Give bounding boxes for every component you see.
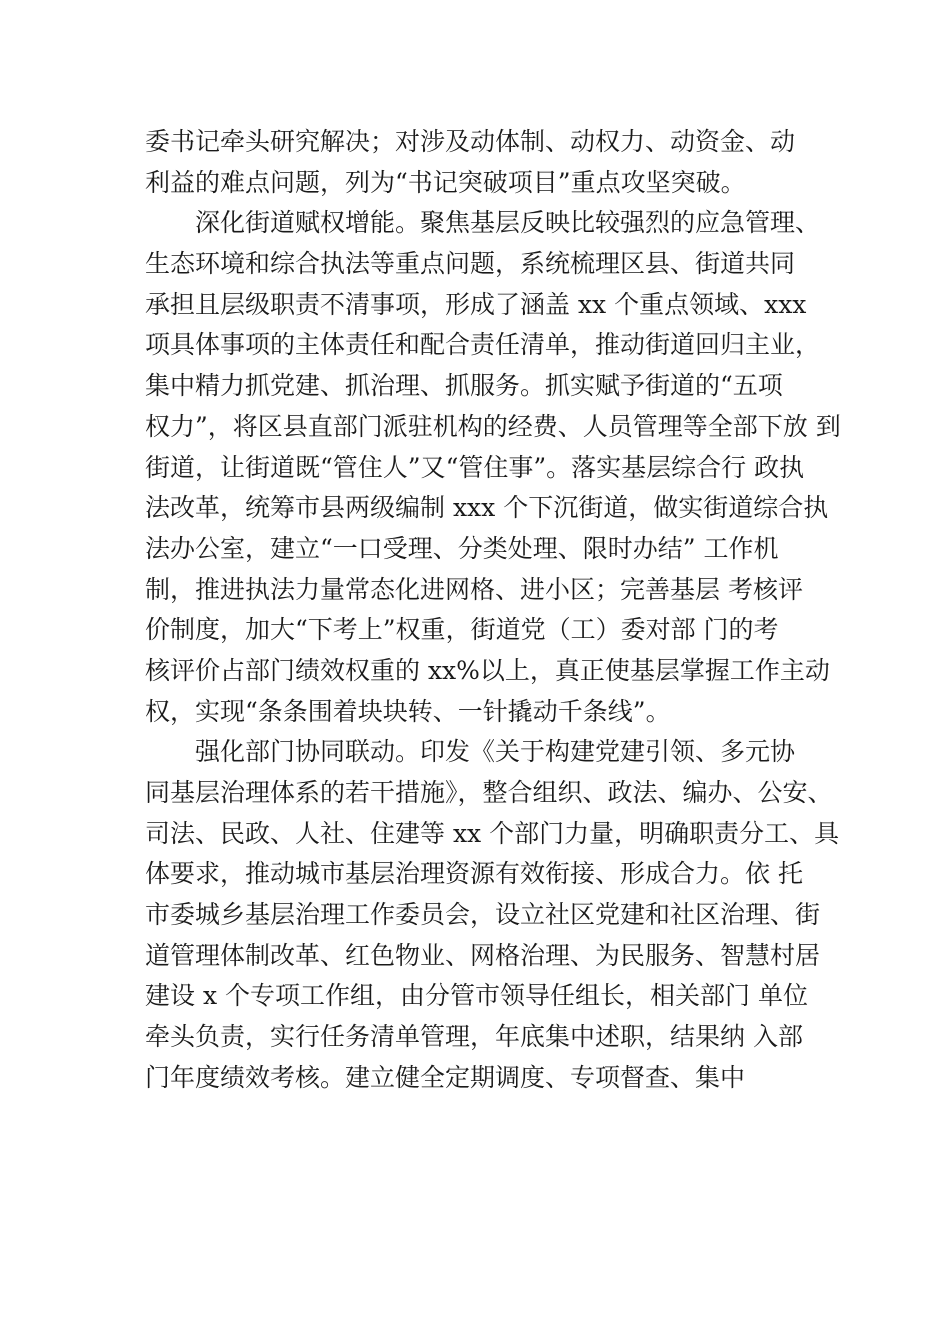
text-line: 集中精力抓党建、抓治理、抓服务。抓实赋予街道的“五项	[145, 371, 783, 401]
text-line: 核评价占部门绩效权重的 xx%以上，真正使基层掌握工作主动	[145, 655, 830, 685]
text-line: 价制度，加大“下考上”权重，街道党（工）委对部 门的考	[145, 615, 779, 645]
body-text	[145, 122, 841, 1099]
text-line: 街道，让街道既“管住人”又“管住事”。落实基层综合行 政执	[145, 452, 805, 482]
text-line: 法改革，统筹市县两级编制 xxx 个下沉街道，做实街道综合执	[145, 493, 829, 523]
paragraph-first-line: 强化部门协同联动。印发《关于构建党建引领、多元协	[195, 737, 796, 767]
text-line: 委书记牵头研究解决；对涉及动体制、动权力、动资金、动	[145, 127, 796, 156]
text-line: 利益的难点问题，列为“书记突破项目”重点攻坚突破。	[145, 167, 746, 197]
text-line: 体要求，推动城市基层治理资源有效衔接、形成合力。依 托	[145, 859, 803, 889]
text-line: 建设 x 个专项工作组，由分管市领导任组长，相关部门 单位	[145, 981, 808, 1011]
text-line: 项具体事项的主体责任和配合责任清单，推动街道回归主业，	[145, 330, 821, 360]
text-line: 权，实现“条条围着块块转、一针撬动千条线”。	[145, 696, 671, 726]
text-line: 承担且层级职责不清事项，形成了涵盖 xx 个重点领域、xxx	[145, 289, 807, 319]
text-line: 制，推进执法力量常态化进网格、进小区；完善基层 考核评	[145, 574, 803, 604]
text-line: 市委城乡基层治理工作委员会，设立社区党建和社区治理、街	[145, 900, 821, 930]
text-line: 生态环境和综合执法等重点问题，系统梳理区县、街道共同	[145, 249, 796, 279]
text-line: 道管理体制改革、红色物业、网格治理、为民服务、智慧村居	[145, 940, 821, 970]
text-line: 权力”，将区县直部门派驻机构的经费、人员管理等全部下放 到	[145, 411, 841, 441]
text-line: 司法、民政、人社、住建等 xx 个部门力量，明确职责分工、具	[145, 818, 840, 848]
text-line: 门年度绩效考核。建立健全定期调度、专项督查、集中	[145, 1062, 746, 1092]
paragraph-first-line: 深化街道赋权增能。聚焦基层反映比较强烈的应急管理、	[195, 208, 821, 238]
text-line: 法办公室，建立“一口受理、分类处理、限时办结” 工作机	[145, 533, 779, 563]
text-line: 同基层治理体系的若干措施》，整合组织、政法、编办、公安、	[145, 778, 833, 807]
text-line: 牵头负责，实行任务清单管理，年底集中述职，结果纳 入部	[145, 1022, 803, 1052]
